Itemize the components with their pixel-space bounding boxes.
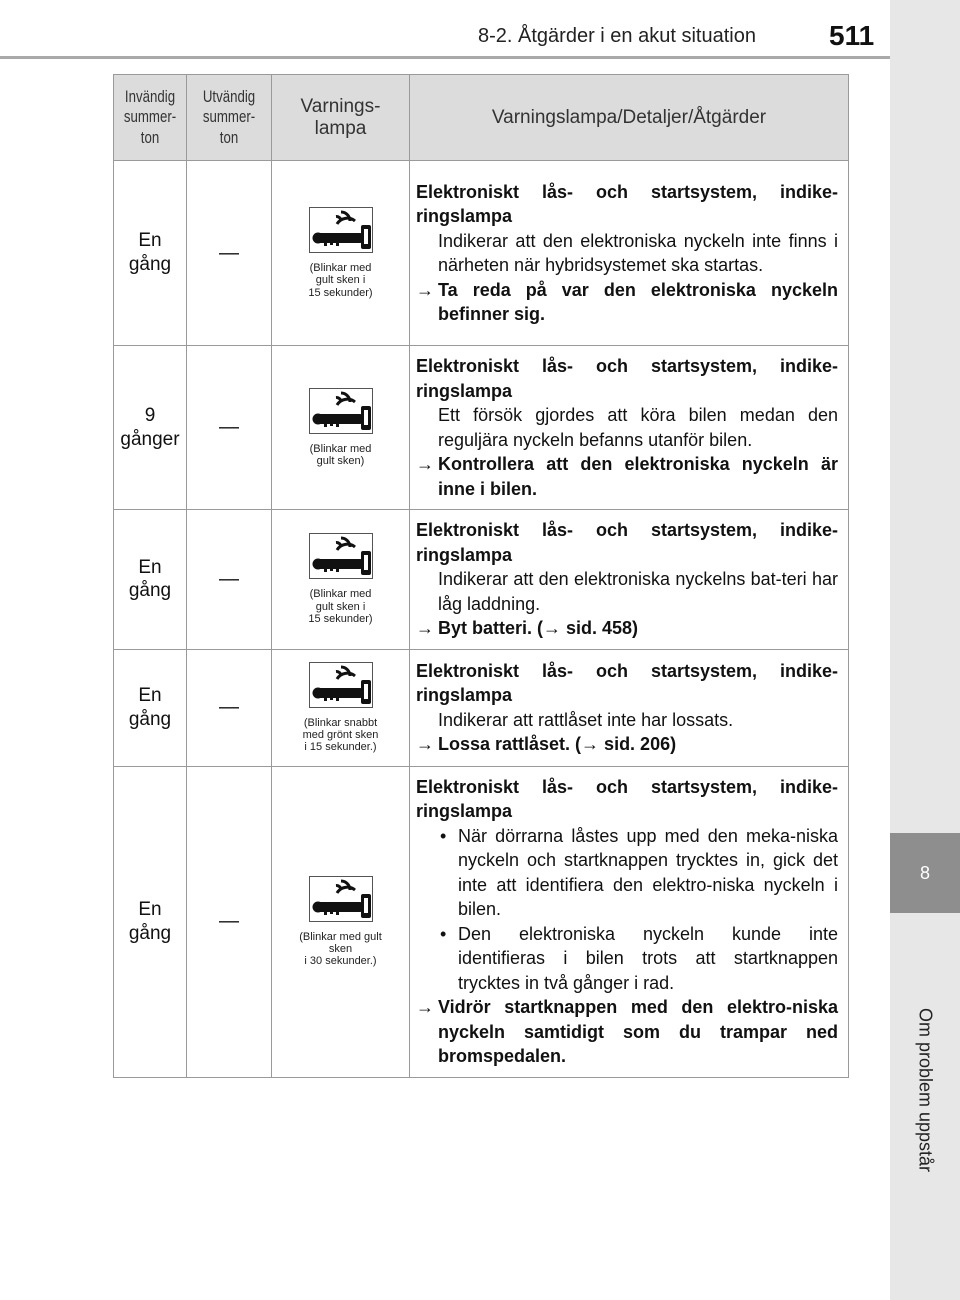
action-text: Ta reda på var den elektroniska nyckeln befinner sig. xyxy=(438,279,838,324)
table-row xyxy=(114,346,849,510)
arrow-icon: → xyxy=(416,734,434,754)
detail-text: Indikerar att den elektroniska nyckelns bat-teri har låg laddning. xyxy=(438,569,838,614)
lamp-note-line: (Blinkar med xyxy=(309,588,372,601)
external-buzzer-none: — xyxy=(187,346,272,510)
details-cell xyxy=(410,649,849,766)
header-details: Varningslampa/Detaljer/Åtgärder xyxy=(410,75,849,161)
warning-lamp-cell xyxy=(272,766,410,1077)
lamp-note xyxy=(273,588,408,625)
external-buzzer-none: — xyxy=(187,766,272,1077)
count-line: En xyxy=(138,684,162,706)
table-row xyxy=(114,766,849,1077)
lamp-note-line: (Blinkar med gult xyxy=(299,930,382,943)
detail-title: Elektroniskt lås- och startsystem, indike-ringslampa xyxy=(416,356,838,401)
lamp-note-line: gult sken i xyxy=(315,274,366,287)
detail-title: Elektroniskt lås- och startsystem, indike-ringslampa xyxy=(416,520,838,565)
table-header-row xyxy=(114,75,849,161)
lamp-note-line: (Blinkar med xyxy=(309,262,372,275)
header-internal-line: Invändig xyxy=(124,87,176,107)
section-title: 8-2. Åtgärder i en akut situation xyxy=(478,25,756,47)
lamp-note-line: i 30 sekunder.) xyxy=(304,955,377,968)
lamp-note xyxy=(273,931,408,968)
count-line: gång xyxy=(128,254,172,275)
lamp-note-line: sken xyxy=(328,942,353,955)
external-buzzer-none: — xyxy=(187,510,272,650)
detail-bullet-list xyxy=(416,824,838,996)
header-external-line: Utvändig xyxy=(202,87,256,107)
header-lamp-line: Varnings- xyxy=(300,95,381,117)
header-internal-buzzer xyxy=(114,75,187,161)
count-line: gång xyxy=(128,580,172,602)
header-external-buzzer xyxy=(187,75,272,161)
header-internal-line: summer- xyxy=(123,107,177,127)
lamp-note-line: gult sken i xyxy=(315,600,366,613)
smart-key-indicator-icon xyxy=(309,207,373,253)
count-line: gång xyxy=(128,708,172,730)
count-line: gånger xyxy=(120,428,180,450)
detail-action xyxy=(416,452,838,501)
table-row xyxy=(114,510,849,650)
details-cell xyxy=(410,346,849,510)
action-text: Byt batteri. (→ sid. 458) xyxy=(438,618,639,638)
arrow-icon: → xyxy=(416,279,434,300)
arrow-icon: → xyxy=(416,997,434,1017)
page-number: 511 xyxy=(829,20,875,51)
detail-title: Elektroniskt lås- och startsystem, indike-ringslampa xyxy=(416,181,838,226)
warning-table xyxy=(113,74,849,1078)
count-line: En xyxy=(138,556,162,578)
lamp-note xyxy=(273,262,408,299)
lamp-note xyxy=(273,717,408,754)
detail-text: Indikerar att den elektroniska nyckeln inte finns i närheten när hybridsystemet ska startas. xyxy=(438,230,838,275)
lamp-note-line: gult sken) xyxy=(316,455,365,467)
table-row xyxy=(114,161,849,346)
warning-lamp-cell xyxy=(272,346,410,510)
arrow-icon: → xyxy=(416,454,434,474)
lamp-note-line: (Blinkar snabbt xyxy=(303,716,378,729)
details-cell xyxy=(410,766,849,1077)
detail-bullet: • När dörrarna låstes upp med den meka-niska nyckeln och startknappen trycktes in, gick det inte att identifiera den elektro-niska nyckeln i bilen. xyxy=(438,824,838,922)
lamp-note-line: med grönt sken xyxy=(302,728,379,741)
external-buzzer-none: — xyxy=(187,649,272,766)
header-lamp-line: lampa xyxy=(314,117,367,139)
details-cell xyxy=(410,510,849,650)
detail-action xyxy=(416,616,838,641)
smart-key-indicator-icon xyxy=(309,533,373,579)
header-internal-line: ton xyxy=(140,127,160,147)
detail-text: Ett försök gjordes att köra bilen medan den reguljära nyckeln befanns utanför bilen. xyxy=(438,405,838,450)
count-line: En xyxy=(138,230,162,252)
action-text: Kontrollera att den elektroniska nyckeln är inne i bilen. xyxy=(438,454,838,499)
count-line: gång xyxy=(128,922,172,944)
lamp-note-line: (Blinkar med xyxy=(309,442,372,455)
lamp-note-line: 15 sekunder) xyxy=(308,286,373,299)
details-cell xyxy=(410,161,849,346)
lamp-note-line: i 15 sekunder.) xyxy=(304,741,377,754)
internal-buzzer-count xyxy=(114,649,187,766)
internal-buzzer-count xyxy=(114,510,187,650)
smart-key-indicator-icon xyxy=(309,876,373,922)
external-buzzer-none: — xyxy=(187,161,272,346)
warning-lamp-cell xyxy=(272,161,410,346)
header-rule xyxy=(0,56,890,59)
chapter-number: 8 xyxy=(919,862,930,883)
detail-action xyxy=(416,732,838,757)
detail-text: Indikerar att rattlåset inte har lossats. xyxy=(438,709,734,730)
count-line: En xyxy=(138,898,162,920)
detail-bullet: • Den elektroniska nyckeln kunde inte identifieras i bilen trots att startknappen trycktes in två gånger i rad. xyxy=(438,922,838,996)
internal-buzzer-count xyxy=(114,161,187,346)
lamp-note-line: 15 sekunder) xyxy=(308,612,373,625)
chapter-label: Om problem uppstår xyxy=(915,1007,936,1173)
internal-buzzer-count xyxy=(114,346,187,510)
detail-title: Elektroniskt lås- och startsystem, indike-ringslampa xyxy=(416,660,838,705)
warning-lamp-cell xyxy=(272,649,410,766)
smart-key-indicator-icon xyxy=(309,388,373,434)
action-text: Vidrör startknappen med den elektro-niska nyckeln samtidigt som du trampar ned bromspedalen. xyxy=(438,997,838,1066)
detail-action xyxy=(416,995,838,1069)
table-row xyxy=(114,649,849,766)
detail-title: Elektroniskt lås- och startsystem, indike-ringslampa xyxy=(416,776,838,821)
action-text: Lossa rattlåset. (→ sid. 206) xyxy=(438,734,677,754)
count-line: 9 xyxy=(144,404,156,426)
header-external-line: ton xyxy=(219,127,239,147)
lamp-note xyxy=(273,443,408,468)
detail-action xyxy=(416,278,838,327)
warning-lamp-cell xyxy=(272,510,410,650)
arrow-icon: → xyxy=(416,618,434,638)
smart-key-indicator-icon xyxy=(309,662,373,708)
chapter-number-box xyxy=(890,833,960,913)
header-external-line: summer- xyxy=(202,107,256,127)
internal-buzzer-count xyxy=(114,766,187,1077)
header-warning-lamp xyxy=(272,75,410,161)
